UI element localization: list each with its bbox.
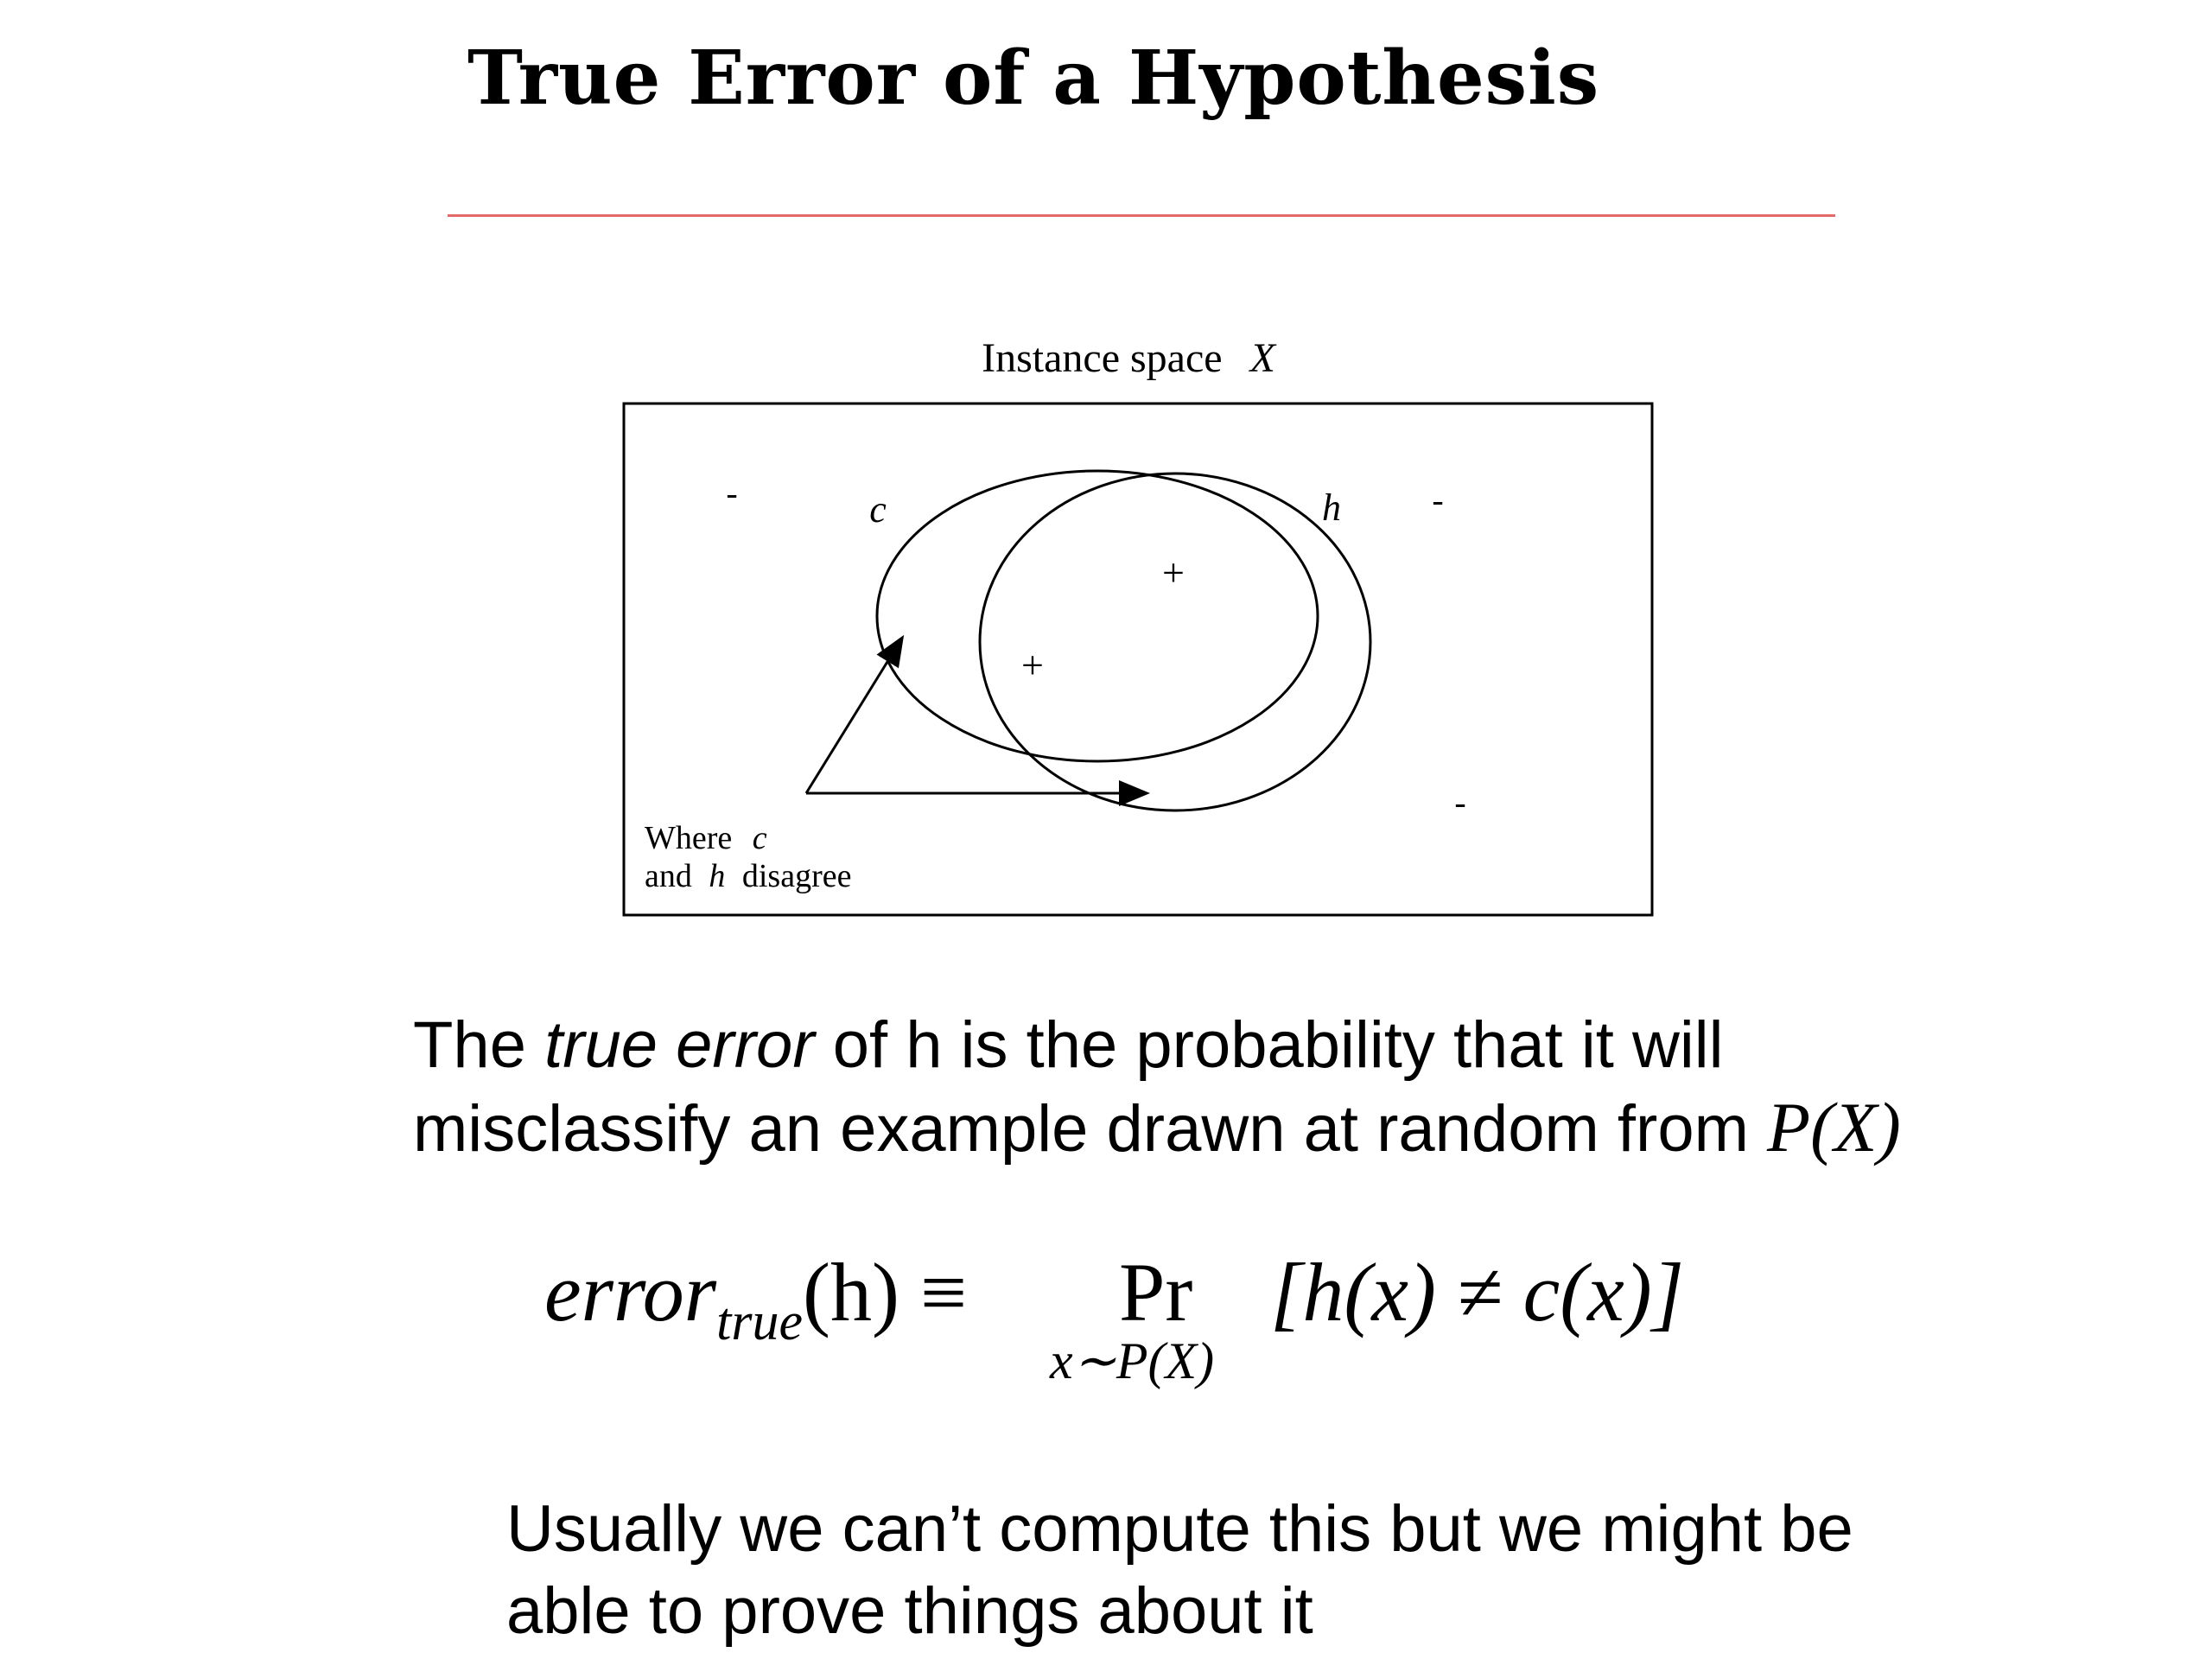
slide-title: True Error of a Hypothesis [467,35,1600,122]
concept-c-ellipse [877,471,1318,761]
closing-line-1: Usually we can’t compute this but we might be [506,1492,1853,1566]
true-error-formula [544,1244,1754,1417]
definition-line-2: misclassify an example drawn at random from P(X) [413,1088,1901,1166]
plus-sign: + [1162,550,1185,594]
minus-sign: - [1432,480,1444,519]
true-error-emphasis: true error [544,1008,815,1082]
definition-line-1: The true error of h is the probability that it will [413,1008,1724,1082]
probability-subscript: x∼P(X) [1050,1332,1215,1389]
hypothesis-h-ellipse [980,474,1370,810]
label-h: h [1322,486,1341,529]
probability-operator: Pr [1119,1246,1193,1338]
arrow-to-c-only-region [806,639,901,793]
disagree-note-line1: Where c [645,820,767,856]
plus-sign: + [1021,643,1044,687]
instance-space-box [624,404,1652,915]
true-error-definition [413,1004,1901,1170]
minus-sign: - [1454,783,1466,822]
closing-remark [506,1488,1853,1652]
instance-space-caption: Instance space X [982,335,1275,381]
disagree-note-line2: and h disagree [645,858,852,894]
closing-line-2: able to prove things about it [506,1574,1313,1648]
formula-rhs: [h(x) ≠ c(x)] [1270,1246,1685,1338]
minus-sign: - [726,474,738,512]
label-c: c [869,488,887,531]
formula-lhs: error$_{true}$(h) ≡ [544,1246,968,1351]
distribution-symbol: P(X) [1767,1088,1901,1166]
